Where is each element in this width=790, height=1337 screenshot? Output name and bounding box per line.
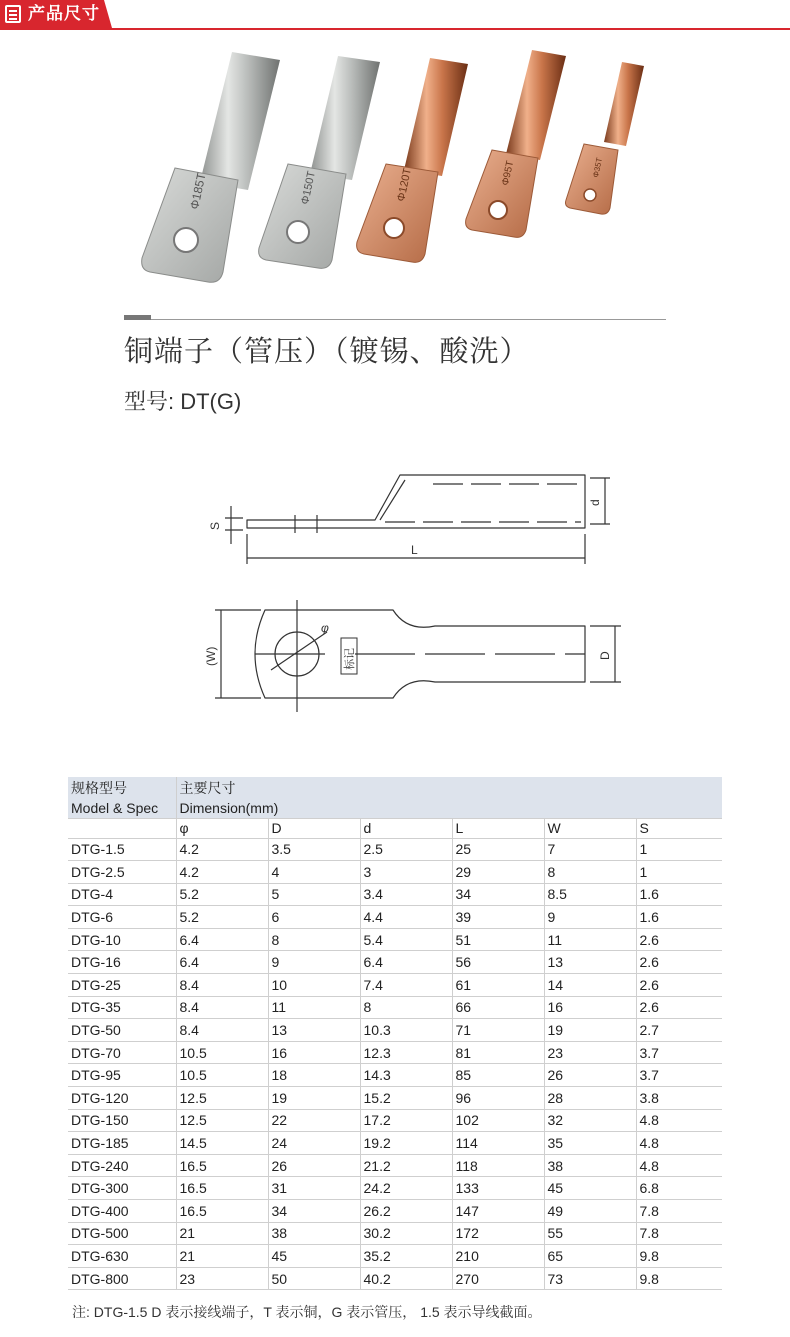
dimension-cell: 172 bbox=[452, 1222, 544, 1245]
dimension-cell: 5.4 bbox=[360, 928, 452, 951]
dimension-cell: 14.5 bbox=[176, 1132, 268, 1155]
dimension-cell: 19 bbox=[268, 1087, 360, 1110]
model-cell: DTG-240 bbox=[68, 1154, 176, 1177]
table-row bbox=[68, 1177, 722, 1200]
dimension-cell: 13 bbox=[544, 951, 636, 974]
dimension-cell: 2.7 bbox=[636, 1019, 722, 1042]
title-accent-bar bbox=[124, 315, 151, 320]
column-header: D bbox=[268, 818, 360, 838]
dimension-cell: 8.5 bbox=[544, 883, 636, 906]
header-dim-cn: 主要尺寸 bbox=[176, 777, 722, 798]
dimension-cell: 50 bbox=[268, 1267, 360, 1290]
dimension-cell: 4.8 bbox=[636, 1132, 722, 1155]
dimension-cell: 21.2 bbox=[360, 1154, 452, 1177]
dimension-cell: 9 bbox=[544, 906, 636, 929]
dimension-cell: 102 bbox=[452, 1109, 544, 1132]
lug-5-mark: Φ35T bbox=[591, 156, 605, 179]
label-w: (W) bbox=[204, 646, 218, 666]
section-banner bbox=[0, 0, 790, 30]
dimension-cell: 9.8 bbox=[636, 1245, 722, 1268]
model-cell: DTG-50 bbox=[68, 1019, 176, 1042]
dimension-cell: 55 bbox=[544, 1222, 636, 1245]
dimension-cell: 147 bbox=[452, 1200, 544, 1223]
label-small-d: d bbox=[588, 499, 602, 506]
column-header: S bbox=[636, 818, 722, 838]
label-l: L bbox=[411, 543, 418, 557]
table-row bbox=[68, 1200, 722, 1223]
table-row bbox=[68, 1154, 722, 1177]
table-row bbox=[68, 906, 722, 929]
title-divider bbox=[151, 319, 666, 320]
model-cell: DTG-70 bbox=[68, 1041, 176, 1064]
dimension-cell: 6.4 bbox=[176, 951, 268, 974]
dimension-cell: 9 bbox=[268, 951, 360, 974]
column-header: φ bbox=[176, 818, 268, 838]
dimension-cell: 11 bbox=[268, 996, 360, 1019]
table-row bbox=[68, 1019, 722, 1042]
dimension-cell: 14.3 bbox=[360, 1064, 452, 1087]
dimension-cell: 8.4 bbox=[176, 1019, 268, 1042]
table-row bbox=[68, 928, 722, 951]
dimension-cell: 38 bbox=[544, 1154, 636, 1177]
header-spec-en: Model & Spec bbox=[68, 798, 176, 818]
model-cell: DTG-120 bbox=[68, 1087, 176, 1110]
table-row bbox=[68, 1041, 722, 1064]
dimension-cell: 10.3 bbox=[360, 1019, 452, 1042]
table-row bbox=[68, 1064, 722, 1087]
dimension-cell: 270 bbox=[452, 1267, 544, 1290]
dimension-cell: 31 bbox=[268, 1177, 360, 1200]
model-cell: DTG-150 bbox=[68, 1109, 176, 1132]
footnote: 注: DTG-1.5 D 表示接线端子，T 表示铜，G 表示管压， 1.5 表示导线截面。 bbox=[72, 1304, 542, 1320]
product-photo bbox=[120, 40, 680, 295]
dimension-cell: 5 bbox=[268, 883, 360, 906]
table-row bbox=[68, 1222, 722, 1245]
lug-3-mark: Φ120T bbox=[395, 167, 414, 203]
dimension-cell: 66 bbox=[452, 996, 544, 1019]
dimension-cell: 2.6 bbox=[636, 951, 722, 974]
lug-5 bbox=[566, 62, 645, 214]
dimension-cell: 4.2 bbox=[176, 861, 268, 884]
spec-table bbox=[68, 777, 722, 1290]
lug-2-mark: Φ150T bbox=[299, 170, 318, 206]
dimension-cell: 4.2 bbox=[176, 838, 268, 861]
dimension-cell: 40.2 bbox=[360, 1267, 452, 1290]
model-cell: DTG-800 bbox=[68, 1267, 176, 1290]
dimension-cell: 25 bbox=[452, 838, 544, 861]
dimension-cell: 49 bbox=[544, 1200, 636, 1223]
model-cell: DTG-630 bbox=[68, 1245, 176, 1268]
dimension-cell: 133 bbox=[452, 1177, 544, 1200]
dimension-cell: 114 bbox=[452, 1132, 544, 1155]
dimension-cell: 5.2 bbox=[176, 883, 268, 906]
dimension-cell: 23 bbox=[176, 1267, 268, 1290]
dimension-cell: 30.2 bbox=[360, 1222, 452, 1245]
model-cell: DTG-2.5 bbox=[68, 861, 176, 884]
dimension-cell: 9.8 bbox=[636, 1267, 722, 1290]
dimension-cell: 12.5 bbox=[176, 1109, 268, 1132]
model-cell: DTG-25 bbox=[68, 974, 176, 997]
dimension-cell: 11 bbox=[544, 928, 636, 951]
dimension-cell: 18 bbox=[268, 1064, 360, 1087]
dimension-cell: 4.4 bbox=[360, 906, 452, 929]
dimension-cell: 39 bbox=[452, 906, 544, 929]
dimension-cell: 24 bbox=[268, 1132, 360, 1155]
dimension-cell: 26.2 bbox=[360, 1200, 452, 1223]
dimension-cell: 45 bbox=[544, 1177, 636, 1200]
model-cell: DTG-4 bbox=[68, 883, 176, 906]
dimension-cell: 96 bbox=[452, 1087, 544, 1110]
top-view bbox=[215, 600, 621, 712]
dimension-cell: 16 bbox=[544, 996, 636, 1019]
dimension-cell: 56 bbox=[452, 951, 544, 974]
table-row bbox=[68, 861, 722, 884]
dimension-cell: 2.6 bbox=[636, 928, 722, 951]
dimension-cell: 7.8 bbox=[636, 1200, 722, 1223]
lug-4 bbox=[466, 50, 566, 237]
dimension-cell: 2.6 bbox=[636, 974, 722, 997]
dimension-cell: 29 bbox=[452, 861, 544, 884]
technical-drawing bbox=[195, 460, 625, 720]
table-row bbox=[68, 1245, 722, 1268]
dimension-cell: 1.6 bbox=[636, 906, 722, 929]
dimension-cell: 1 bbox=[636, 861, 722, 884]
dimension-cell: 8 bbox=[544, 861, 636, 884]
dimension-cell: 32 bbox=[544, 1109, 636, 1132]
dimension-cell: 8 bbox=[360, 996, 452, 1019]
dimension-cell: 4.8 bbox=[636, 1154, 722, 1177]
model-cell: DTG-185 bbox=[68, 1132, 176, 1155]
dimension-cell: 3.5 bbox=[268, 838, 360, 861]
column-header-blank bbox=[68, 818, 176, 838]
product-title: 铜端子（管压）（镀锡、酸洗） bbox=[124, 336, 530, 368]
dimension-cell: 21 bbox=[176, 1222, 268, 1245]
dimension-cell: 19 bbox=[544, 1019, 636, 1042]
dimension-cell: 3.7 bbox=[636, 1064, 722, 1087]
model-cell: DTG-95 bbox=[68, 1064, 176, 1087]
dimension-cell: 1 bbox=[636, 838, 722, 861]
dimension-cell: 34 bbox=[268, 1200, 360, 1223]
dimension-cell: 28 bbox=[544, 1087, 636, 1110]
dimension-cell: 3.8 bbox=[636, 1087, 722, 1110]
dimension-cell: 13 bbox=[268, 1019, 360, 1042]
banner-underline bbox=[0, 28, 790, 30]
dimension-cell: 118 bbox=[452, 1154, 544, 1177]
dimension-cell: 7 bbox=[544, 838, 636, 861]
banner-label: 产品尺寸 bbox=[28, 4, 100, 23]
dimension-cell: 7.8 bbox=[636, 1222, 722, 1245]
table-header-row-1 bbox=[68, 777, 722, 798]
table-row bbox=[68, 1087, 722, 1110]
dimension-cell: 10.5 bbox=[176, 1041, 268, 1064]
column-header: L bbox=[452, 818, 544, 838]
header-spec-cn: 规格型号 bbox=[68, 777, 176, 798]
table-row bbox=[68, 1132, 722, 1155]
model-cell: DTG-300 bbox=[68, 1177, 176, 1200]
dimension-cell: 10 bbox=[268, 974, 360, 997]
dimension-cell: 16.5 bbox=[176, 1177, 268, 1200]
label-mark: 标记 bbox=[344, 648, 356, 670]
dimension-cell: 3.7 bbox=[636, 1041, 722, 1064]
table-header-row-2 bbox=[68, 798, 722, 818]
dimension-cell: 3 bbox=[360, 861, 452, 884]
dimension-cell: 4 bbox=[268, 861, 360, 884]
lug-4-mark: Φ95T bbox=[500, 159, 517, 187]
dimension-cell: 73 bbox=[544, 1267, 636, 1290]
dimension-cell: 8.4 bbox=[176, 974, 268, 997]
dimension-cell: 65 bbox=[544, 1245, 636, 1268]
dimension-cell: 38 bbox=[268, 1222, 360, 1245]
dimension-cell: 23 bbox=[544, 1041, 636, 1064]
dimension-cell: 22 bbox=[268, 1109, 360, 1132]
dimension-cell: 6.8 bbox=[636, 1177, 722, 1200]
lug-1-mark: Φ185T bbox=[187, 171, 209, 211]
table-row bbox=[68, 838, 722, 861]
dimension-cell: 1.6 bbox=[636, 883, 722, 906]
document-icon bbox=[5, 5, 21, 23]
dimension-cell: 12.3 bbox=[360, 1041, 452, 1064]
table-row bbox=[68, 996, 722, 1019]
dimension-cell: 85 bbox=[452, 1064, 544, 1087]
dimension-cell: 14 bbox=[544, 974, 636, 997]
dimension-cell: 16.5 bbox=[176, 1154, 268, 1177]
table-row bbox=[68, 1267, 722, 1290]
label-phi: φ bbox=[321, 621, 329, 635]
dimension-cell: 8 bbox=[268, 928, 360, 951]
dimension-cell: 35 bbox=[544, 1132, 636, 1155]
dimension-cell: 34 bbox=[452, 883, 544, 906]
dimension-cell: 8.4 bbox=[176, 996, 268, 1019]
table-row bbox=[68, 883, 722, 906]
dimension-cell: 4.8 bbox=[636, 1109, 722, 1132]
dimension-cell: 6.4 bbox=[176, 928, 268, 951]
model-cell: DTG-10 bbox=[68, 928, 176, 951]
dimension-cell: 21 bbox=[176, 1245, 268, 1268]
header-dim-en: Dimension(mm) bbox=[176, 798, 722, 818]
dimension-cell: 45 bbox=[268, 1245, 360, 1268]
product-model: 型号: DT(G) bbox=[124, 389, 242, 414]
table-row bbox=[68, 1109, 722, 1132]
dimension-cell: 16 bbox=[268, 1041, 360, 1064]
column-header-row bbox=[68, 818, 722, 838]
dimension-cell: 61 bbox=[452, 974, 544, 997]
dimension-cell: 24.2 bbox=[360, 1177, 452, 1200]
dimension-cell: 210 bbox=[452, 1245, 544, 1268]
dimension-cell: 2.6 bbox=[636, 996, 722, 1019]
label-big-d: D bbox=[598, 651, 612, 660]
dimension-cell: 81 bbox=[452, 1041, 544, 1064]
dimension-cell: 3.4 bbox=[360, 883, 452, 906]
dimension-cell: 15.2 bbox=[360, 1087, 452, 1110]
dimension-cell: 51 bbox=[452, 928, 544, 951]
dimension-cell: 17.2 bbox=[360, 1109, 452, 1132]
dimension-cell: 26 bbox=[268, 1154, 360, 1177]
dimension-cell: 5.2 bbox=[176, 906, 268, 929]
spec-table-body bbox=[68, 838, 722, 1290]
model-cell: DTG-1.5 bbox=[68, 838, 176, 861]
table-row bbox=[68, 974, 722, 997]
dimension-cell: 6.4 bbox=[360, 951, 452, 974]
model-cell: DTG-400 bbox=[68, 1200, 176, 1223]
dimension-cell: 6 bbox=[268, 906, 360, 929]
dimension-cell: 35.2 bbox=[360, 1245, 452, 1268]
dimension-cell: 7.4 bbox=[360, 974, 452, 997]
model-cell: DTG-500 bbox=[68, 1222, 176, 1245]
column-header: W bbox=[544, 818, 636, 838]
model-cell: DTG-16 bbox=[68, 951, 176, 974]
table-row bbox=[68, 951, 722, 974]
dimension-cell: 12.5 bbox=[176, 1087, 268, 1110]
model-cell: DTG-6 bbox=[68, 906, 176, 929]
column-header: d bbox=[360, 818, 452, 838]
dimension-cell: 2.5 bbox=[360, 838, 452, 861]
dimension-cell: 19.2 bbox=[360, 1132, 452, 1155]
dimension-cell: 26 bbox=[544, 1064, 636, 1087]
dimension-cell: 10.5 bbox=[176, 1064, 268, 1087]
dimension-cell: 16.5 bbox=[176, 1200, 268, 1223]
dimension-cell: 71 bbox=[452, 1019, 544, 1042]
model-cell: DTG-35 bbox=[68, 996, 176, 1019]
label-s: S bbox=[208, 521, 222, 530]
